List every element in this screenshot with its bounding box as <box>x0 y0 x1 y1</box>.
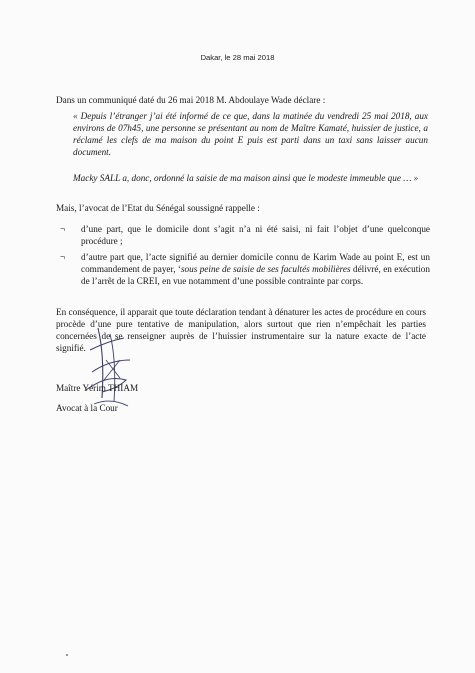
dateline: Dakar, le 28 mai 2018 <box>200 53 275 62</box>
bullet-item-2 <box>60 251 430 287</box>
signer-name: Maître Yérim THIAM <box>56 383 139 393</box>
bullet-text-2-end: délivré, en exécution de l’arrêt de la CREI, en vue notamment d’une possible contrainte par corps. <box>81 264 430 286</box>
quote-paragraph-1: « Depuis l’étranger j’ai été informé de ce que, dans la matinée du vendredi 25 mai 2018, aux environs de 07h45, une personne se présentant au nom de Maître Kamaté, huissier de justice, a réclamé les clefs de ma maison du point E puis est parti dans un taxi sans laisser aucun document. <box>73 111 428 157</box>
bullet-text-1: d’une part, que le domicile dont s’agit n’a ni été saisi, ni fait l’objet d’une quelconque procédure ; <box>81 224 430 246</box>
signer-title: Avocat à la Cour <box>56 403 118 413</box>
bullet-mark: ¬ <box>60 252 66 262</box>
bullet-text-2-start: d’autre part que, l’acte signifié au dernier domicile connu de Karim Wade au point E, est un commandement de payer, ‘ <box>81 252 430 274</box>
rappel-paragraph: Mais, l’avocat de l’Etat du Sénégal soussigné rappelle : <box>56 203 260 213</box>
bullet-item-1 <box>60 223 430 247</box>
intro-paragraph: Dans un communiqué daté du 26 mai 2018 M. Abdoulaye Wade déclare : <box>56 95 326 105</box>
quote-paragraph-2: Macky SALL a, donc, ordonné la saisie de ma maison ainsi que le modeste immeuble que … » <box>73 173 419 183</box>
conclusion-paragraph: En conséquence, il apparait que toute déclaration tendant à dénaturer les actes de procédure en cours procède d’une pure tentative de manipulation, alors surtout que rien n’empêchait les parties concernées de se renseigner auprès de l’huissier instrumentaire sur la nature exacte de l’acte signifié. <box>56 307 426 353</box>
bullet-text-2 <box>81 251 430 287</box>
bullet-mark: ¬ <box>60 224 66 234</box>
scan-speck <box>66 654 68 656</box>
bullet-text-2-italic: sous peine de saisie de ses facultés mobilières <box>180 264 351 274</box>
